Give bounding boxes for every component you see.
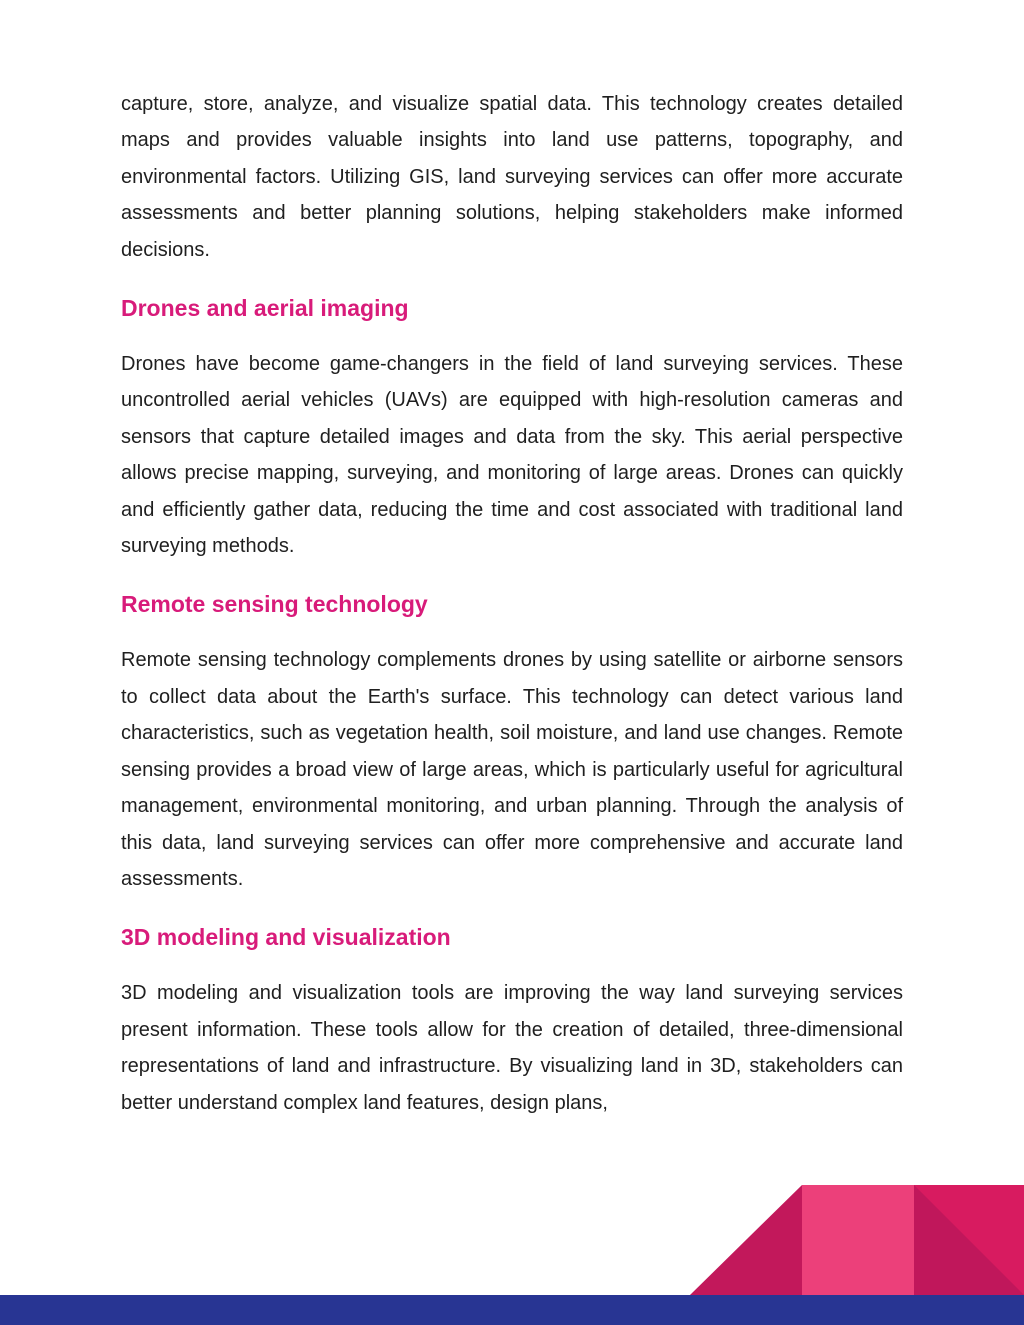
decor-block-right bbox=[914, 1185, 1024, 1295]
section-body-remote-sensing: Remote sensing technology complements drones by using satellite or airborne sensors to collect data about the Earth's surface. This technology can detect various land characteristics, such as vegetation health, soil moisture, and land use changes. Remote sensing provides a broad view of large areas, which is particularly useful for agricultural management, environmental monitoring, and urban planning. Through the analysis of this data, land surveying services can offer more comprehensive and accurate land assessments. bbox=[121, 649, 903, 890]
decor-block-middle bbox=[802, 1185, 914, 1295]
section-heading-3d-modeling: 3D modeling and visualization bbox=[121, 924, 451, 951]
section-body-drones: Drones have become game-changers in the field of land surveying services. These uncontrolled aerial vehicles (UAVs) are equipped with high-resolution cameras and sensors that capture detailed images and data from the sky. This aerial perspective allows precise mapping, surveying, and monitoring of large areas. Drones can quickly and efficiently gather data, reducing the time and cost associated with traditional land surveying methods. bbox=[121, 353, 903, 558]
section-heading-drones: Drones and aerial imaging bbox=[121, 295, 409, 322]
section-body-3d-modeling: 3D modeling and visualization tools are improving the way land surveying services present information. These tools allow for the creation of detailed, three-dimensional representations of land and infrastructure. By visualizing land in 3D, stakeholders can better understand complex land features, design plans, bbox=[121, 982, 903, 1114]
document-body bbox=[121, 86, 903, 1121]
decor-triangle-left bbox=[690, 1185, 802, 1295]
footer-bar bbox=[0, 1295, 1024, 1325]
intro-paragraph: capture, store, analyze, and visualize spatial data. This technology creates detailed maps and provides valuable insights into land use patterns, topography, and environmental factors. Utilizing GIS, land surveying services can offer more accurate assessments and better planning solutions, helping stakeholders make informed decisions. bbox=[121, 93, 903, 261]
section-heading-remote-sensing: Remote sensing technology bbox=[121, 591, 428, 618]
decor-shade-right bbox=[914, 1185, 1024, 1295]
